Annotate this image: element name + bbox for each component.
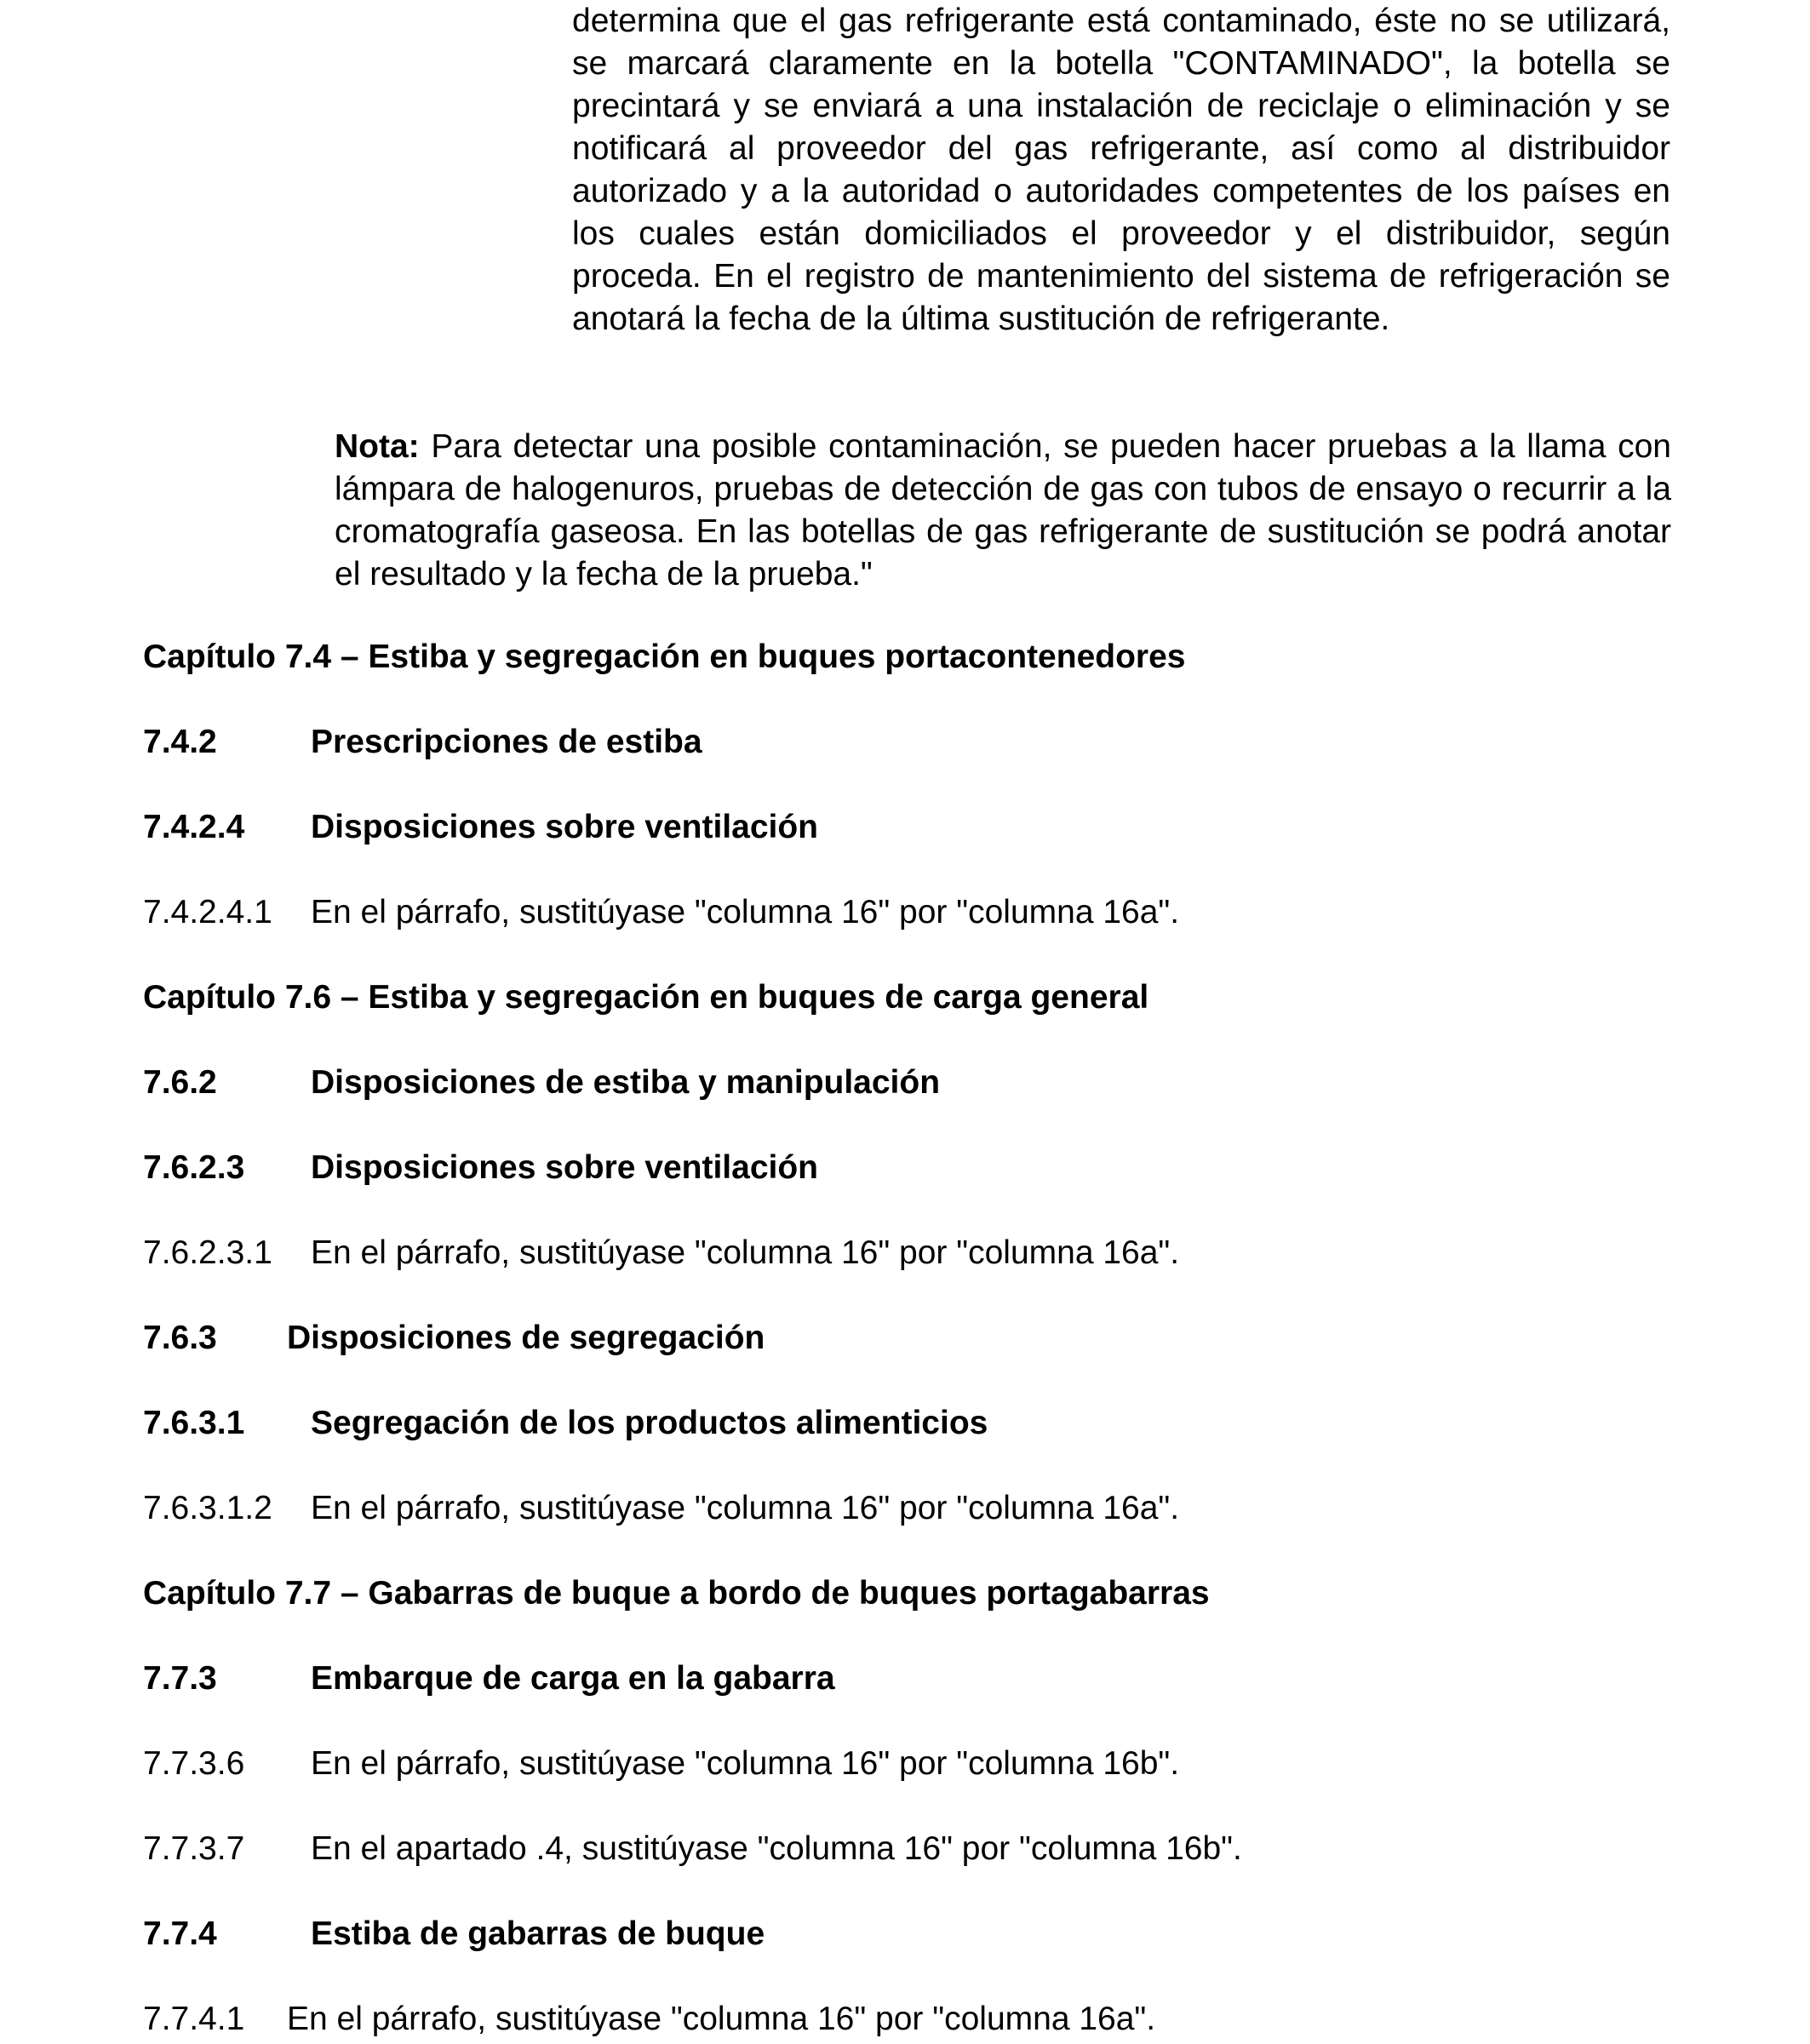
amendment-text: En el párrafo, sustitúyase "columna 16" por "columna 16a". bbox=[287, 2001, 1156, 2037]
paragraph-number: 7.6.3.1.2 bbox=[143, 1490, 272, 1526]
amendment-7-7-3-7 bbox=[143, 1828, 1242, 1870]
paragraph-number: 7.7.3.7 bbox=[143, 1830, 245, 1867]
amendment-text: En el párrafo, sustitúyase "columna 16" por "columna 16b". bbox=[311, 1745, 1180, 1782]
paragraph-number: 7.4.2.4.1 bbox=[143, 894, 272, 930]
section-title: Prescripciones de estiba bbox=[311, 724, 702, 760]
note-text: Para detectar una posible contaminación, se pueden hacer pruebas a la llama con lámpara de halogenuros, pruebas de detección de gas con tubos de ensayo o recurrir a la cromatografía gaseosa. En las botellas de gas refrigerante de sustitución se podrá anotar el resultado y la fecha de la prueba." bbox=[335, 428, 1671, 593]
section-title: Estiba de gabarras de buque bbox=[311, 1915, 765, 1952]
paragraph-number: 7.7.4.1 bbox=[143, 2001, 245, 2037]
amendment-7-7-4-1 bbox=[143, 1998, 1155, 2041]
section-title: Disposiciones de estiba y manipulación bbox=[311, 1064, 941, 1101]
paragraph-number: 7.6.2.3.1 bbox=[143, 1234, 272, 1271]
section-heading-7-4-2-4 bbox=[143, 806, 818, 849]
continued-paragraph: determina que el gas refrigerante está contaminado, éste no se utilizará, se marcará claramente en la botella "CONTAMINADO", la botella se precintará y se enviará a una instalación de reciclaje o eliminación y se notificará al proveedor del gas refrigerante, así como al distribuidor autorizado y a la autoridad o autoridades competentes de los países en los cuales están domiciliados el proveedor y el distribuidor, según proceda. En el registro de mantenimiento del sistema de refrigeración se anotará la fecha de la última sustitución de refrigerante. bbox=[572, 3, 1670, 337]
amendment-text: En el apartado .4, sustitúyase "columna 16" por "columna 16b". bbox=[311, 1830, 1242, 1867]
amendment-7-4-2-4-1 bbox=[143, 891, 1179, 934]
section-title: Segregación de los productos alimenticios bbox=[311, 1405, 988, 1441]
section-heading-7-7-3 bbox=[143, 1658, 835, 1700]
amendment-text: En el párrafo, sustitúyase "columna 16" por "columna 16a". bbox=[311, 1490, 1180, 1526]
paragraph-number: 7.7.3.6 bbox=[143, 1745, 245, 1782]
section-title: Disposiciones sobre ventilación bbox=[311, 1149, 819, 1186]
section-number: 7.6.3.1 bbox=[143, 1405, 245, 1441]
note-label: Nota: bbox=[335, 428, 420, 465]
section-heading-7-4-2 bbox=[143, 721, 702, 764]
section-number: 7.7.3 bbox=[143, 1660, 217, 1697]
section-title: Disposiciones de segregación bbox=[287, 1320, 765, 1356]
section-number: 7.4.2.4 bbox=[143, 809, 245, 845]
section-number: 7.6.2 bbox=[143, 1064, 217, 1101]
section-heading-7-7-4 bbox=[143, 1913, 765, 1955]
chapter-heading-7-6: Capítulo 7.6 – Estiba y segregación en buques de carga general bbox=[143, 979, 1149, 1016]
amendment-7-6-3-1-2 bbox=[143, 1487, 1179, 1530]
note-paragraph bbox=[335, 426, 1671, 596]
chapter-heading-7-7: Capítulo 7.7 – Gabarras de buque a bordo de buques portagabarras bbox=[143, 1575, 1210, 1612]
section-title: Embarque de carga en la gabarra bbox=[311, 1660, 835, 1697]
section-heading-7-6-2 bbox=[143, 1062, 940, 1104]
chapter-heading-7-4: Capítulo 7.4 – Estiba y segregación en buques portacontenedores bbox=[143, 638, 1186, 675]
section-number: 7.7.4 bbox=[143, 1915, 217, 1952]
section-number: 7.6.2.3 bbox=[143, 1149, 245, 1186]
section-title: Disposiciones sobre ventilación bbox=[311, 809, 819, 845]
section-number: 7.6.3 bbox=[143, 1320, 217, 1356]
amendment-text: En el párrafo, sustitúyase "columna 16" por "columna 16a". bbox=[311, 1234, 1180, 1271]
amendment-text: En el párrafo, sustitúyase "columna 16" por "columna 16a". bbox=[311, 894, 1180, 930]
section-heading-7-6-3-1 bbox=[143, 1402, 988, 1445]
section-heading-7-6-3 bbox=[143, 1317, 765, 1360]
section-number: 7.4.2 bbox=[143, 724, 217, 760]
section-heading-7-6-2-3 bbox=[143, 1147, 818, 1189]
amendment-7-6-2-3-1 bbox=[143, 1232, 1179, 1274]
amendment-7-7-3-6 bbox=[143, 1743, 1179, 1785]
